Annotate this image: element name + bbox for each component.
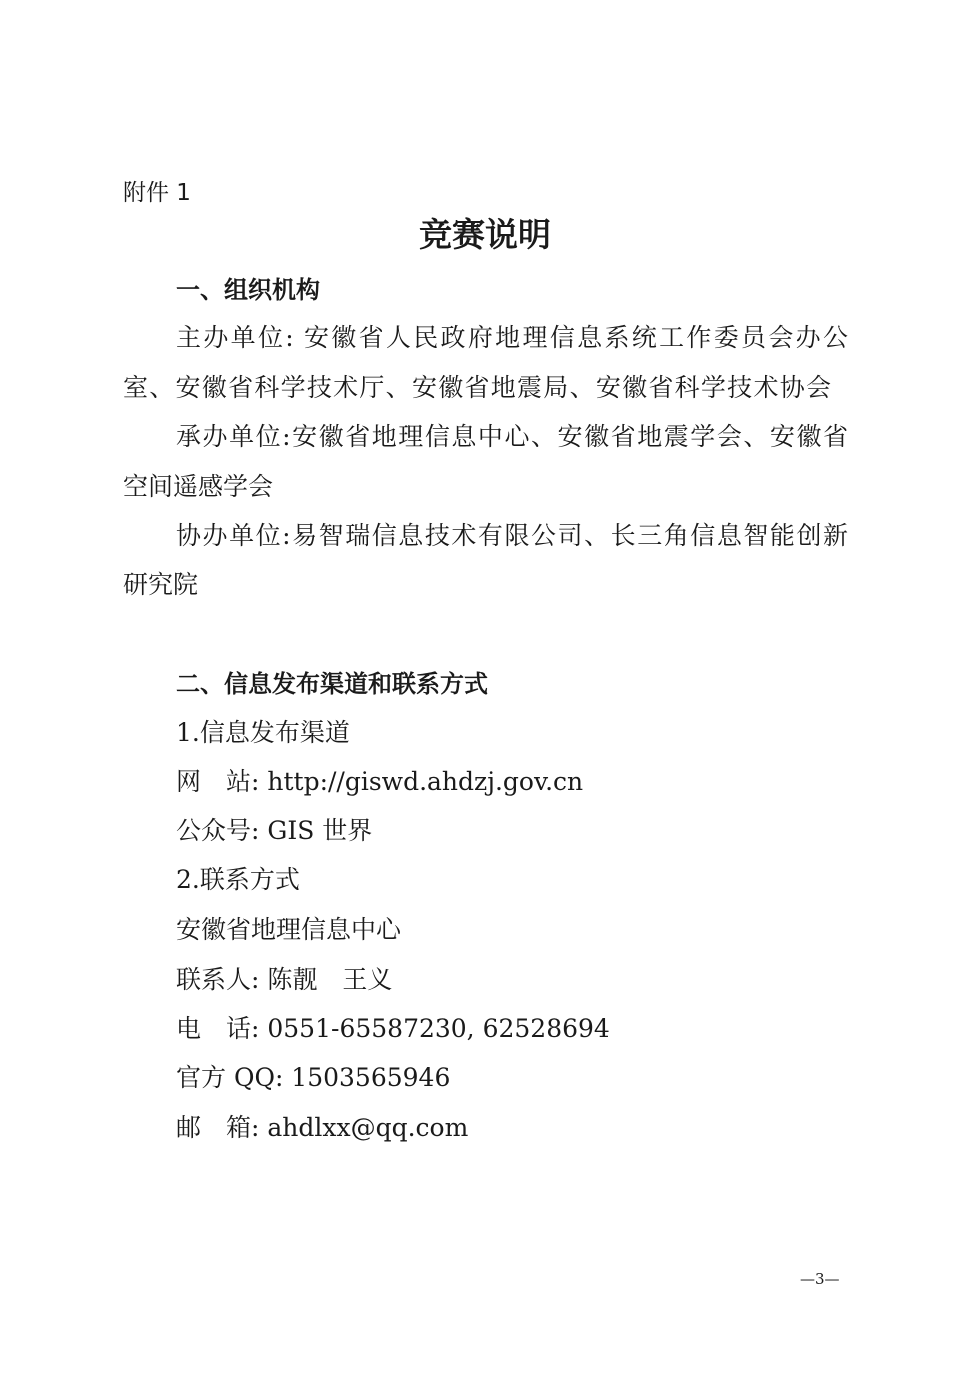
phone-line: 电 话: 0551-65587230, 62528694 [176, 1014, 610, 1043]
organizer-line2: 空间遥感学会 [123, 472, 274, 501]
channels-subheading: 1.信息发布渠道 [176, 718, 350, 747]
attachment-label: 附件 1 [123, 180, 191, 206]
contacts-line: 联系人: 陈靓 王义 [176, 965, 393, 994]
co-organizer-line1: 协办单位:易智瑞信息技术有限公司、长三角信息智能创新 [176, 521, 848, 550]
email-line: 邮 箱: ahdlxx@qq.com [176, 1113, 469, 1142]
host-line1: 主办单位: 安徽省人民政府地理信息系统工作委员会办公 [176, 323, 848, 352]
qq-line: 官方 QQ: 1503565946 [176, 1063, 451, 1092]
website-line: 网 站: http://giswd.ahdzj.gov.cn [176, 767, 584, 796]
page-title: 竞赛说明 [419, 215, 551, 254]
page-number: —3— [800, 1270, 840, 1288]
wechat-line: 公众号: GIS 世界 [176, 816, 373, 845]
organizer-line1: 承办单位:安徽省地理信息中心、安徽省地震学会、安徽省 [176, 422, 848, 451]
co-organizer-line2: 研究院 [123, 570, 199, 599]
contact-subheading: 2.联系方式 [176, 865, 300, 894]
section2-heading: 二、信息发布渠道和联系方式 [176, 670, 488, 698]
section1-heading: 一、组织机构 [176, 276, 320, 304]
host-line2: 室、安徽省科学技术厅、安徽省地震局、安徽省科学技术协会 [123, 373, 831, 402]
org-line: 安徽省地理信息中心 [176, 915, 402, 944]
